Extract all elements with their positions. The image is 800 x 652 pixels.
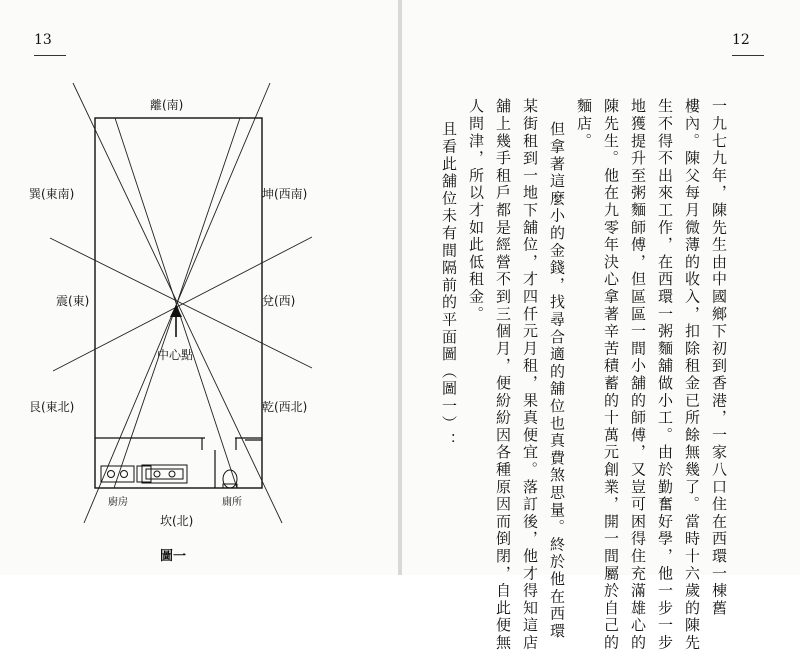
left-page bbox=[0, 0, 398, 575]
label-north: 坎(北) bbox=[160, 514, 194, 528]
text-column: 樓內。陳父每月微薄的收入，扣除租金已所餘無幾了。當時十六歲的陳先 bbox=[683, 98, 701, 652]
page-number: 13 bbox=[34, 32, 52, 48]
label-northwest: 乾(西北) bbox=[262, 400, 308, 414]
label-southwest: 坤(西南) bbox=[262, 187, 308, 201]
center-point-label: 中心點 bbox=[157, 348, 194, 362]
ray-nw-se bbox=[73, 83, 282, 523]
right-page bbox=[402, 0, 800, 652]
kitchen-label: 廚房 bbox=[108, 497, 128, 508]
page-number: 12 bbox=[732, 32, 750, 48]
label-southeast: 巽(東南) bbox=[29, 187, 75, 201]
text-column: 麵店。 bbox=[575, 98, 593, 150]
text-column: 某街租到一地下舖位，才四仟元月租，果真便宜。落訂後，他才得知這店 bbox=[521, 98, 539, 652]
label-west: 兌(西) bbox=[262, 294, 296, 308]
header-rule bbox=[732, 55, 764, 56]
text-column: 但拿著這麼小的金錢，找尋合適的舖位也真費煞思量。終於他在西環 bbox=[548, 121, 566, 640]
figure-caption: 圖一 bbox=[160, 549, 187, 564]
toilet-label: 廁所 bbox=[222, 497, 242, 508]
text-column: 舖上幾手租戶都是經營不到三個月，便紛紛因各種原因而倒閉，自此便無 bbox=[494, 98, 512, 652]
text-column: 人問津，所以才如此低租金。 bbox=[467, 98, 485, 323]
shop-outline bbox=[95, 118, 262, 488]
toilet-fixture bbox=[223, 470, 237, 488]
text-column: 且看此舖位未有間隔前的平面圖（圖一）： bbox=[440, 121, 458, 450]
text-column: 生不得不出來工作，在西環一粥麵舖做小工。由於勤奮好學，他一步一步 bbox=[656, 98, 674, 652]
floor-plan-diagram bbox=[0, 0, 398, 575]
text-column: 陳先生。他在九零年決心拿著辛苦積蓄的十萬元創業，開一間屬於自己的 bbox=[602, 98, 620, 652]
label-south: 離(南) bbox=[150, 98, 184, 112]
text-column: 地獲提升至粥麵師傅，但區區一間小舖的師傅，又豈可困得住充滿雄心的 bbox=[629, 98, 647, 652]
text-column: 一九七九年，陳先生由中國鄉下初到香港，一家八口住在西環一棟舊 bbox=[710, 98, 728, 617]
label-northeast: 艮(東北) bbox=[29, 400, 75, 414]
kitchen-fixtures bbox=[101, 465, 187, 483]
label-east: 震(東) bbox=[56, 294, 90, 308]
